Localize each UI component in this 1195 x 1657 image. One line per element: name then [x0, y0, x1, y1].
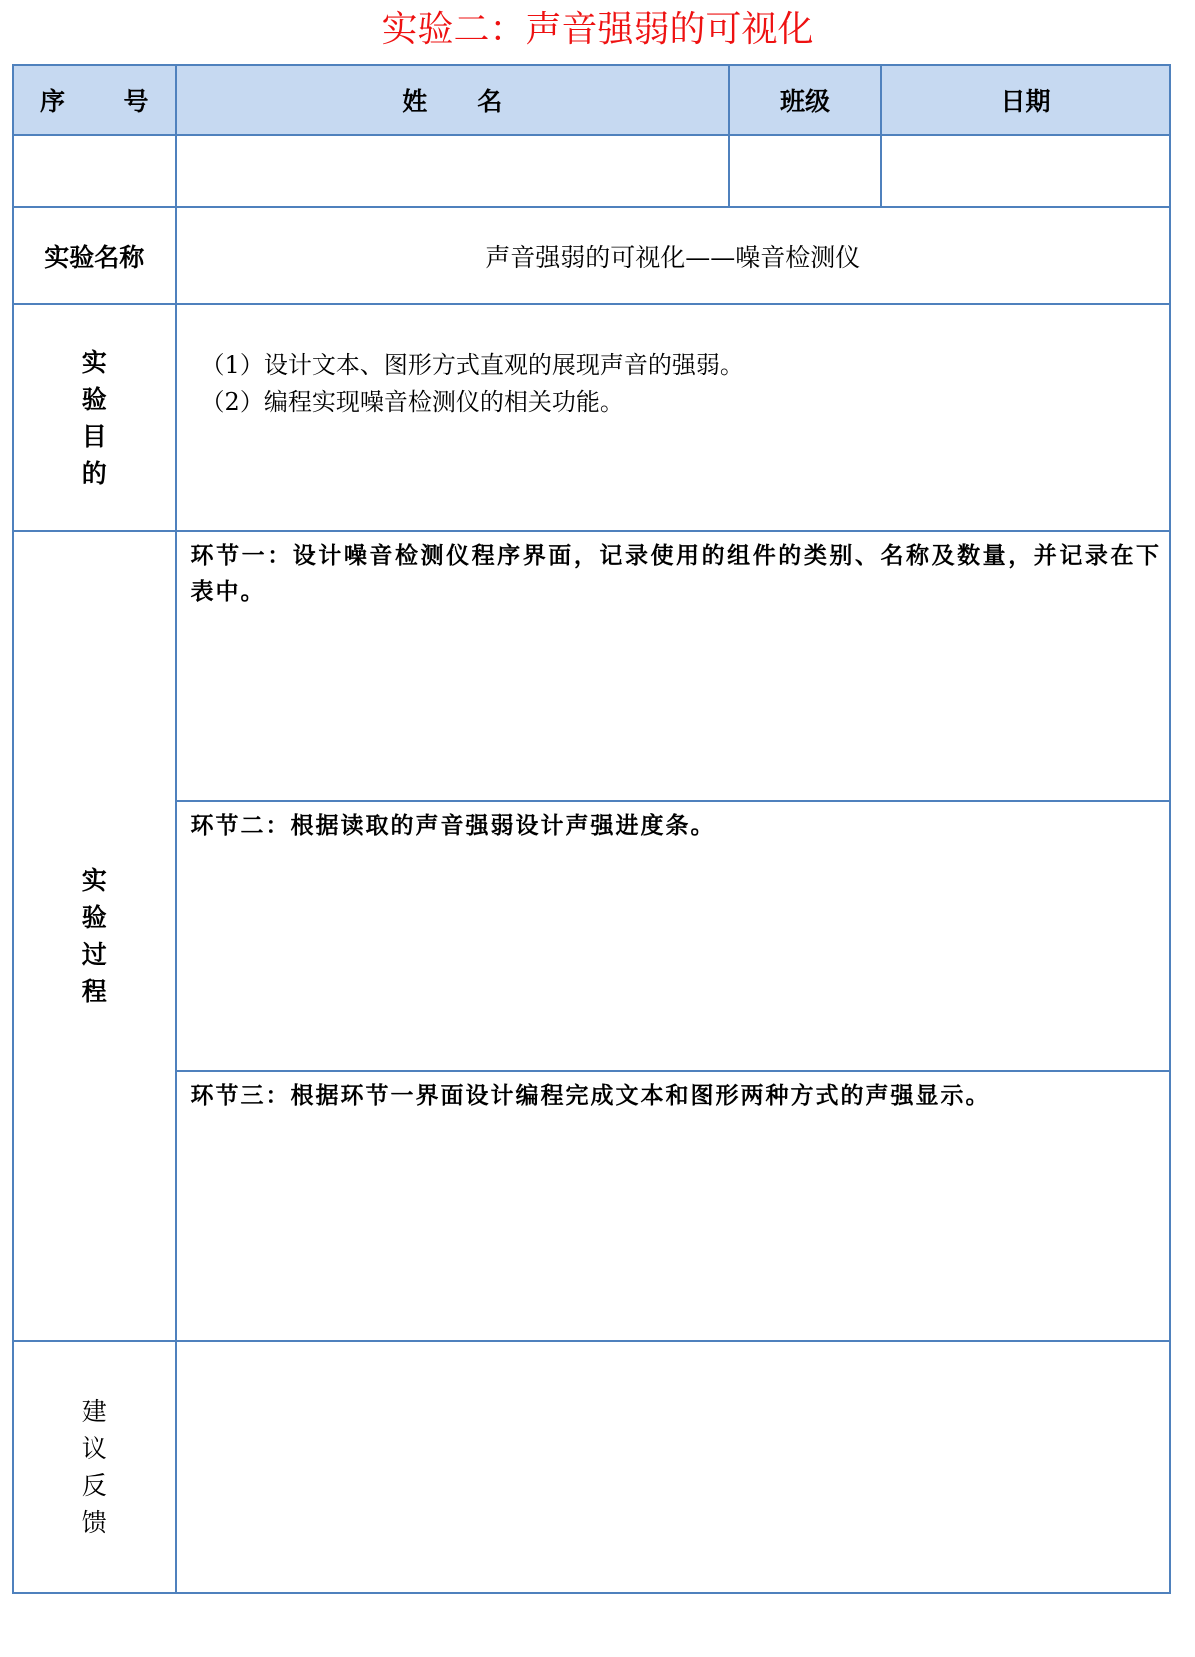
- header-row: [13, 65, 1170, 135]
- document-title: 实验二：声音强弱的可视化: [381, 9, 814, 50]
- purpose-label-char: 验: [81, 384, 107, 414]
- experiment-name-label: 实验名称: [13, 207, 176, 304]
- purpose-label: [13, 304, 176, 531]
- header-name: 姓 名: [176, 65, 730, 135]
- info-input-row: [13, 135, 1170, 207]
- process-label: [13, 531, 176, 1341]
- process-label-char: 验: [81, 903, 107, 932]
- name-field[interactable]: [176, 135, 730, 207]
- purpose-content: [176, 304, 1170, 531]
- feedback-label-char: 馈: [81, 1508, 107, 1537]
- purpose-row: [13, 304, 1170, 531]
- purpose-label-char: 目: [81, 421, 107, 451]
- header-number-left: 序: [40, 87, 66, 116]
- process-stage-row: [13, 1071, 1170, 1341]
- purpose-item: （1）设计文本、图形方式直观的展现声音的强弱。: [200, 351, 744, 379]
- process-label-char: 过: [81, 940, 107, 969]
- date-field[interactable]: [881, 135, 1170, 207]
- class-field[interactable]: [729, 135, 881, 207]
- process-label-char: 实: [81, 866, 107, 895]
- header-number-cell: [13, 65, 176, 135]
- purpose-item: （2）编程实现噪音检测仪的相关功能。: [200, 388, 624, 416]
- process-stage-3[interactable]: 环节三：根据环节一界面设计编程完成文本和图形两种方式的声强显示。: [176, 1071, 1170, 1341]
- process-stage-row: [13, 531, 1170, 801]
- process-label-char: 程: [81, 977, 107, 1006]
- header-number-right: 号: [123, 87, 149, 116]
- purpose-label-char: 的: [81, 458, 107, 488]
- number-field[interactable]: [13, 135, 176, 207]
- experiment-name-value: 声音强弱的可视化——噪音检测仪: [176, 207, 1170, 304]
- experiment-report-table: [12, 64, 1171, 1594]
- process-stage-1[interactable]: 环节一：设计噪音检测仪程序界面，记录使用的组件的类别、名称及数量，并记录在下表中。: [176, 531, 1170, 801]
- feedback-label-char: 建: [81, 1397, 107, 1426]
- process-stage-2[interactable]: 环节二：根据读取的声音强弱设计声强进度条。: [176, 801, 1170, 1071]
- feedback-label: [13, 1341, 176, 1593]
- process-stage-row: [13, 801, 1170, 1071]
- feedback-row: [13, 1341, 1170, 1593]
- feedback-label-char: 议: [81, 1434, 107, 1463]
- header-class: 班级: [729, 65, 881, 135]
- experiment-name-row: [13, 207, 1170, 304]
- purpose-label-char: 实: [81, 347, 107, 377]
- feedback-field[interactable]: [176, 1341, 1170, 1593]
- header-date: 日期: [881, 65, 1170, 135]
- feedback-label-char: 反: [81, 1471, 107, 1500]
